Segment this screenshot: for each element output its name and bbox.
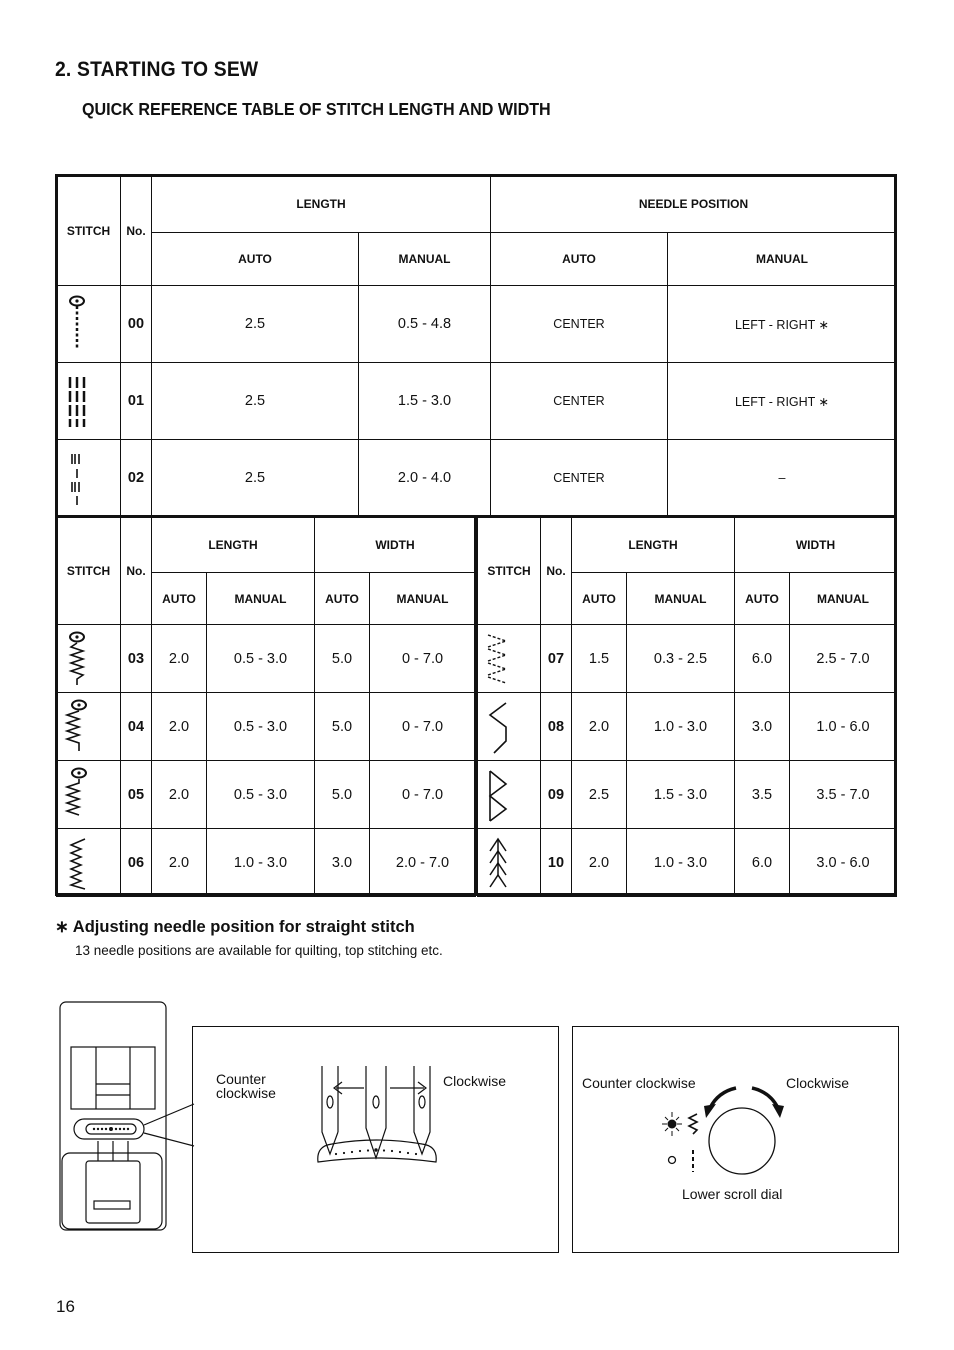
note-body: 13 needle positions are available for quilting, top stitching etc. <box>75 943 443 958</box>
stitch-number: 06 <box>121 829 152 897</box>
width-manual: 0 - 7.0 <box>370 625 476 693</box>
length-manual: 1.0 - 3.0 <box>627 693 735 761</box>
stitch-number: 03 <box>121 625 152 693</box>
header-width: WIDTH <box>735 518 897 573</box>
header-width: WIDTH <box>315 518 476 573</box>
header-width-manual: MANUAL <box>790 573 897 625</box>
length-manual: 0.5 - 3.0 <box>207 761 315 829</box>
length-auto: 2.0 <box>152 693 207 761</box>
header-length-manual: MANUAL <box>207 573 315 625</box>
header-needle-position: NEEDLE POSITION <box>491 176 897 233</box>
stitch-number: 02 <box>121 440 152 517</box>
length-manual: 1.5 - 3.0 <box>627 761 735 829</box>
clockwise-label: Clockwise <box>786 1075 850 1091</box>
header-no: No. <box>121 518 152 625</box>
needle-manual: LEFT - RIGHT ∗ <box>668 286 897 363</box>
stitch-number: 10 <box>541 829 572 897</box>
needle-auto: CENTER <box>491 440 668 517</box>
length-auto: 2.0 <box>152 829 207 897</box>
length-auto: 2.5 <box>572 761 627 829</box>
width-auto: 3.5 <box>735 761 790 829</box>
width-manual: 3.5 - 7.0 <box>790 761 897 829</box>
header-width-manual: MANUAL <box>370 573 476 625</box>
needle-manual: LEFT - RIGHT ∗ <box>668 363 897 440</box>
width-auto: 3.0 <box>315 829 370 897</box>
width-auto: 6.0 <box>735 625 790 693</box>
header-width-auto: AUTO <box>735 573 790 625</box>
width-manual: 1.0 - 6.0 <box>790 693 897 761</box>
needle-auto: CENTER <box>491 286 668 363</box>
note-title: ∗ Adjusting needle position for straight stitch <box>55 918 415 936</box>
length-manual: 1.0 - 3.0 <box>207 829 315 897</box>
page-title: 2. STARTING TO SEW <box>55 58 259 81</box>
length-manual: 1.0 - 3.0 <box>627 829 735 897</box>
width-manual: 2.0 - 7.0 <box>370 829 476 897</box>
needle-manual: – <box>668 440 897 517</box>
header-stitch: STITCH <box>57 518 121 625</box>
header-length: LENGTH <box>572 518 735 573</box>
header-length-manual: MANUAL <box>627 573 735 625</box>
width-manual: 0 - 7.0 <box>370 693 476 761</box>
width-manual: 3.0 - 6.0 <box>790 829 897 897</box>
stitch-number: 04 <box>121 693 152 761</box>
length-manual: 0.5 - 4.8 <box>359 286 491 363</box>
length-auto: 2.5 <box>152 440 359 517</box>
length-manual: 0.3 - 2.5 <box>627 625 735 693</box>
length-auto: 2.5 <box>152 363 359 440</box>
stitch-number: 00 <box>121 286 152 363</box>
header-length-auto: AUTO <box>572 573 627 625</box>
header-stitch: STITCH <box>478 518 541 625</box>
width-manual: 0 - 7.0 <box>370 761 476 829</box>
stitch-number: 07 <box>541 625 572 693</box>
table-subtitle: QUICK REFERENCE TABLE OF STITCH LENGTH AND WIDTH <box>82 99 551 119</box>
header-length-auto: AUTO <box>152 573 207 625</box>
length-auto: 1.5 <box>572 625 627 693</box>
length-auto: 2.5 <box>152 286 359 363</box>
header-length: LENGTH <box>152 518 315 573</box>
needle-positions-illustration <box>310 1062 445 1172</box>
length-auto: 2.0 <box>572 693 627 761</box>
stitch-number: 01 <box>121 363 152 440</box>
width-manual: 2.5 - 7.0 <box>790 625 897 693</box>
header-length-auto: AUTO <box>152 233 359 286</box>
scroll-dial-illustration <box>660 1084 790 1184</box>
dial-label: Lower scroll dial <box>682 1186 783 1202</box>
width-auto: 5.0 <box>315 761 370 829</box>
header-needle-manual: MANUAL <box>668 233 897 286</box>
needle-auto: CENTER <box>491 363 668 440</box>
header-length: LENGTH <box>152 176 491 233</box>
length-manual: 1.5 - 3.0 <box>359 363 491 440</box>
stitch-number: 05 <box>121 761 152 829</box>
length-auto: 2.0 <box>152 625 207 693</box>
length-manual: 0.5 - 3.0 <box>207 625 315 693</box>
length-auto: 2.0 <box>572 829 627 897</box>
length-auto: 2.0 <box>152 761 207 829</box>
width-auto: 3.0 <box>735 693 790 761</box>
clockwise-label: Clockwise <box>443 1073 507 1089</box>
counter-clockwise-label: Counter clockwise <box>216 1071 276 1101</box>
header-width-auto: AUTO <box>315 573 370 625</box>
table-divider <box>474 516 477 896</box>
stitch-number: 09 <box>541 761 572 829</box>
width-auto: 5.0 <box>315 693 370 761</box>
width-auto: 5.0 <box>315 625 370 693</box>
stitch-number: 08 <box>541 693 572 761</box>
counter-clockwise-label: Counter clockwise <box>582 1075 696 1091</box>
page-number: 16 <box>56 1297 75 1316</box>
length-manual: 0.5 - 3.0 <box>207 693 315 761</box>
length-manual: 2.0 - 4.0 <box>359 440 491 517</box>
header-no: No. <box>541 518 572 625</box>
header-stitch: STITCH <box>57 176 121 286</box>
header-needle-auto: AUTO <box>491 233 668 286</box>
header-no: No. <box>121 176 152 286</box>
header-length-manual: MANUAL <box>359 233 491 286</box>
width-auto: 6.0 <box>735 829 790 897</box>
